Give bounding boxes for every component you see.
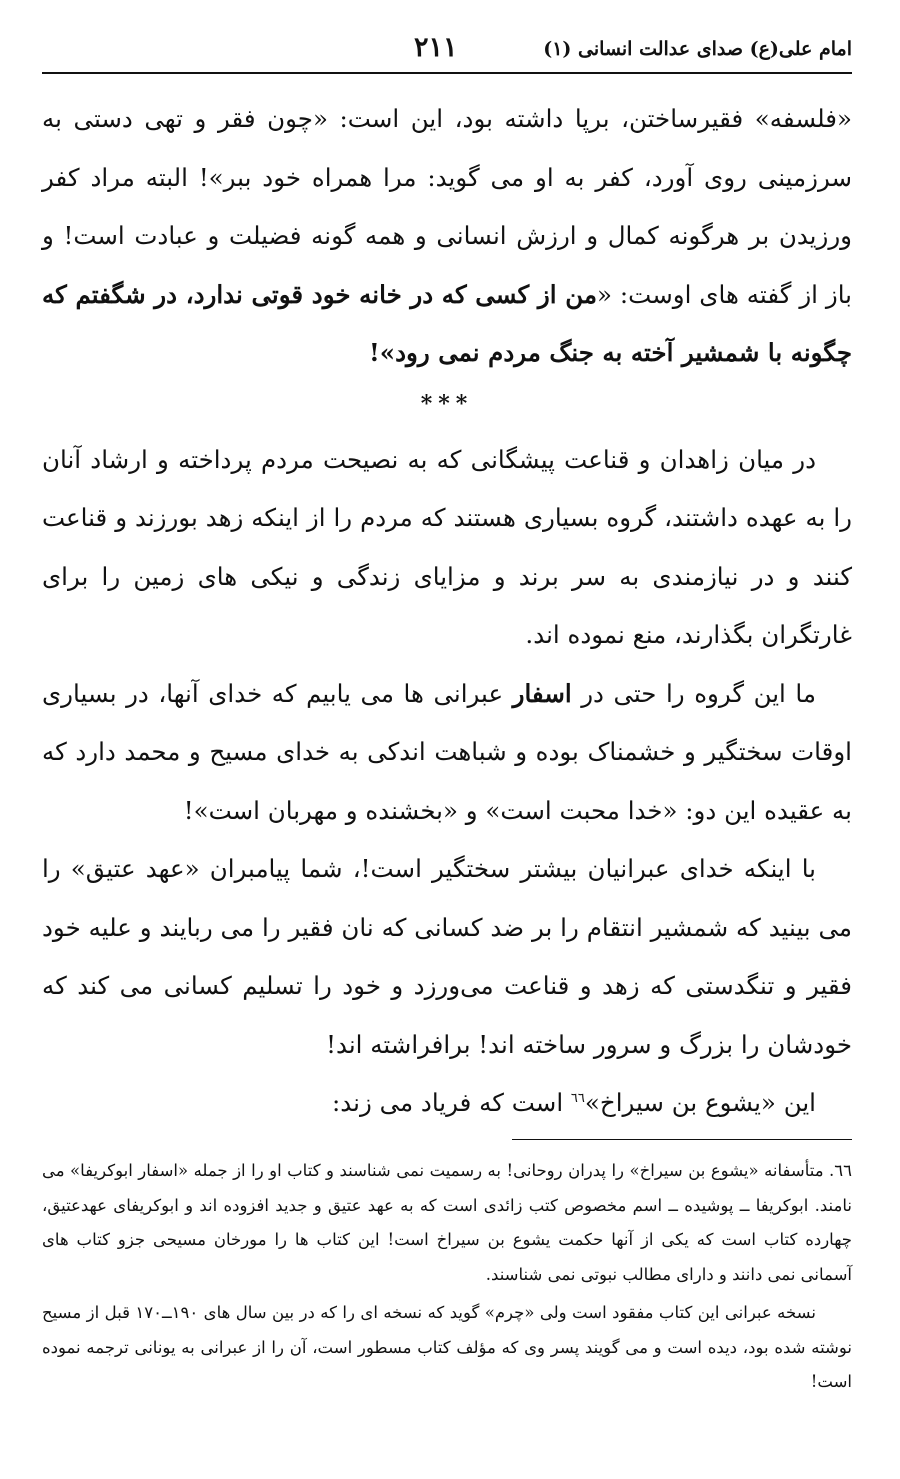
footnote-66-continued: نسخه عبرانی این کتاب مفقود است ولی «چرم» گوید که نسخه ای را که در بین سال های ۱۹۰ــ۱۷۰ قبل از مسیح نوشته شده بود، دیده است و می گویند پسر وی که مؤلف کتاب مسطور است، آن را از عبرانی به یونانی ترجمه نموده است! <box>42 1303 852 1391</box>
footnote-rule <box>512 1139 852 1140</box>
paragraph-3-rest: عبرانی ها می یابیم که خدای آنها، در بسیاری اوقات سختگیر و خشمناک بوده و شباهت اندکی به خدای مسیح و محمد دارد که به عقیده این دو: «خدا محبت است» و «بخشنده و مهربان است»! <box>42 678 852 825</box>
paragraph-1 <box>42 90 852 383</box>
running-title: امام علی(ع) صدای عدالت انسانی (۱) <box>543 38 852 60</box>
paragraph-1-end: »! <box>369 338 396 367</box>
paragraph-5-end: است که فریاد می زند: <box>332 1088 571 1117</box>
page-header <box>42 30 852 70</box>
footnotes <box>42 1154 852 1404</box>
page-number: ۲۱۱ <box>414 32 458 63</box>
book-page <box>42 0 852 1479</box>
footnote-ref: ٦٦ <box>570 1090 585 1106</box>
paragraph-3 <box>42 665 852 841</box>
paragraph-4: با اینکه خدای عبرانیان بیشتر سختگیر است!، شما پیامبران «عهد عتیق» را می بینید که شمشیر انتقام را بر ضد کسانی که نان فقیر را می ربایند و علیه خود فقیر و تنگدستی که زهد و قناعت می‌ورزد و خود را تسلیم کسانی می کند که خودشان را بزرگ و سرور ساخته اند! برافراشته اند! <box>42 854 852 1059</box>
paragraph-3-bold-word: اسفار <box>512 678 572 708</box>
paragraph-5-start: این «یشوع بن سیراخ» <box>584 1088 816 1117</box>
paragraph-5 <box>42 1074 852 1133</box>
section-separator: *** <box>420 390 474 417</box>
header-rule <box>42 72 852 74</box>
paragraph-3-start: ما این گروه را حتی در <box>571 678 817 708</box>
main-text <box>42 90 852 1133</box>
paragraph-1-text: «فلسفه» فقیرساختن، برپا داشته بود، این است: «چون فقر و تهی دستی به سرزمینی روی آورد، کفر به او می گوید: مرا همراه خود ببر»! البته مراد کفر ورزیدن بر هرگونه کمال و ارزش انسانی و همه گونه فضیلت و عبادت است! و باز از گفته های اوست: « <box>42 104 852 309</box>
paragraph-1-bold-quote: من از کسی که در خانه خود قوتی ندارد، در شگفتم که چگونه با شمشیر آخته به جنگ مردم نمی رود <box>42 279 852 367</box>
footnote-66: ٦٦. متأسفانه «یشوع بن سیراخ» را پدران روحانی! به رسمیت نمی شناسند و کتاب او را از جمله «اسفار ابوکریفا» می نامند. ابوکریفا ــ پوشیده ــ اسم مخصوص کتب زائدی است که به عهد عتیق و جدید افزوده اند و ابوکریفای عهدعتیق، چهارده کتاب است که یکی از آنها حکمت یشوع بن سیراخ است! این کتاب ها را مورخان مسیحی جزو کتاب های آسمانی نمی دانند و دارای مطالب نبوتی نمی شناسند. <box>42 1161 852 1284</box>
paragraph-2: در میان زاهدان و قناعت پیشگانی که به نصیحت مردم پرداخته و ارشاد آنان را به عهده داشتند، گروه بسیاری هستند که مردم را از اینکه زهد بورزند و قناعت کنند و در نیازمندی به سر برند و مزایای زندگی و نیکی های زمین را برای غارتگران بگذارند، منع نموده اند. <box>42 444 852 649</box>
